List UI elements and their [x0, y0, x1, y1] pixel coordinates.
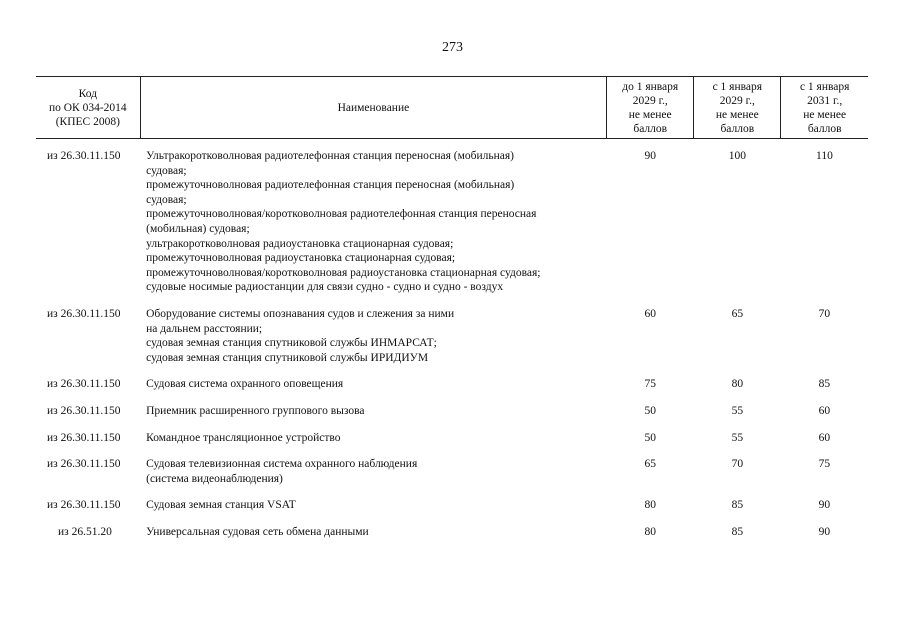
page-number: 273: [442, 40, 463, 55]
row-code: из 26.30.11.150: [47, 307, 121, 320]
row-name-line: Судовая система охранного оповещения: [146, 378, 344, 391]
row-value-col1: 65: [644, 458, 656, 471]
row-name-line: судовая;: [146, 164, 187, 177]
header-code-line: (КПЕС 2008): [55, 116, 120, 128]
row-name-line: промежуточноволновая/коротковолновая радиотелефонная станция переносная: [146, 208, 537, 221]
row-code: из 26.51.20: [58, 525, 112, 538]
header-col1-line: до 1 января: [622, 81, 679, 93]
row-value-col2: 85: [731, 525, 744, 538]
row-name-line: Судовая телевизионная система охранного наблюдения: [146, 458, 418, 471]
header-col3: [781, 77, 868, 139]
row-value-col3: 90: [818, 525, 831, 538]
row-code: из 26.30.11.150: [47, 431, 121, 444]
header-code-line: Код: [78, 88, 97, 100]
row-name: [140, 419, 607, 446]
row-name-line: Приемник расширенного группового вызова: [146, 404, 365, 417]
table-row: [36, 445, 868, 486]
table-header: [36, 77, 868, 139]
row-name-line: ультракоротковолновая радиоустановка стационарная судовая;: [146, 237, 454, 250]
header-col3-line: 2031 г.,: [807, 95, 843, 107]
row-name: [140, 295, 607, 365]
row-name-line: Судовая земная станция VSAT: [146, 499, 296, 512]
row-code: из 26.30.11.150: [47, 378, 121, 391]
row-value-col3: 70: [818, 307, 831, 320]
row-value-col3: 60: [818, 404, 831, 417]
table-body: [36, 139, 868, 540]
row-value-col2: 65: [731, 307, 744, 320]
row-name: [140, 486, 607, 513]
row-value-col1: 50: [644, 431, 656, 444]
table-row: [36, 365, 868, 392]
row-name: [140, 149, 607, 295]
row-name: [140, 513, 607, 540]
row-value-col3: 75: [818, 458, 831, 471]
header-col1-line: 2029 г.,: [632, 95, 668, 107]
row-name-line: (система видеонаблюдения): [146, 472, 283, 485]
row-value-col2: 55: [731, 431, 744, 444]
row-value-col2: 85: [731, 499, 744, 512]
row-value-col3: 90: [818, 499, 831, 512]
row-name: [140, 392, 607, 419]
row-name: [140, 365, 607, 392]
table-row: [36, 419, 868, 446]
header-col2: [694, 77, 781, 139]
row-name-line: судовая земная станция спутниковой службы ИНМАРСАТ;: [146, 337, 437, 350]
row-name-line: Оборудование системы опознавания судов и слежения за ними: [146, 307, 455, 320]
header-col1: [607, 77, 694, 139]
header-col3-line: с 1 января: [799, 81, 850, 93]
header-col2-line: не менее: [715, 109, 759, 121]
row-value-col1: 80: [644, 499, 656, 512]
table-row: [36, 392, 868, 419]
table-spacer: [36, 139, 868, 150]
row-value-col2: 80: [731, 378, 744, 391]
header-col2-line: с 1 января: [712, 81, 763, 93]
header-col3-line: не менее: [803, 109, 847, 121]
row-name-line: промежуточноволновая/коротковолновая радиоустановка стационарная судовая;: [146, 266, 541, 279]
row-name-line: судовая земная станция спутниковой службы ИРИДИУМ: [146, 351, 429, 364]
table-row: [36, 295, 868, 365]
row-code: из 26.30.11.150: [47, 458, 121, 471]
row-name-line: Ультракоротковолновая радиотелефонная станция переносная (мобильная): [146, 150, 514, 162]
row-value-col3: 60: [818, 431, 831, 444]
row-name-line: судовая;: [146, 193, 187, 206]
row-value-col1: 75: [644, 378, 656, 391]
row-name-line: судовые носимые радиостанции для связи судно - судно и судно - воздух: [146, 281, 504, 294]
row-name: [140, 445, 607, 486]
requirements-table: [36, 76, 868, 539]
row-value-col1: 90: [644, 150, 656, 162]
header-code: [36, 77, 140, 139]
header-col2-line: 2029 г.,: [719, 95, 755, 107]
row-name-line: на дальнем расстоянии;: [146, 322, 263, 335]
row-value-col3: 110: [816, 150, 833, 162]
row-code: из 26.30.11.150: [47, 404, 121, 417]
row-value-col2: 55: [731, 404, 744, 417]
header-col1-line: не менее: [628, 109, 672, 121]
row-code: из 26.30.11.150: [47, 150, 121, 162]
row-value-col2: 100: [728, 150, 746, 162]
row-value-col3: 85: [818, 378, 831, 391]
row-value-col1: 60: [644, 307, 656, 320]
row-name-line: промежуточноволновая радиоустановка стационарная судовая;: [146, 252, 456, 265]
row-name-line: Командное трансляционное устройство: [146, 431, 341, 444]
table-row: [36, 486, 868, 513]
row-name-line: (мобильная) судовая;: [146, 222, 250, 235]
row-value-col1: 80: [644, 525, 656, 538]
row-code: из 26.30.11.150: [47, 499, 121, 512]
row-value-col1: 50: [644, 404, 656, 417]
header-code-line: по ОК 034-2014: [48, 102, 127, 114]
header-col1-line: баллов: [633, 123, 668, 135]
table-row: [36, 513, 868, 540]
header-name: Наименование: [140, 77, 607, 139]
row-name-line: Универсальная судовая сеть обмена данными: [146, 525, 369, 538]
table-row: [36, 149, 868, 295]
row-value-col2: 70: [731, 458, 744, 471]
header-col2-line: баллов: [720, 123, 755, 135]
header-col3-line: баллов: [807, 123, 842, 135]
row-name-line: промежуточноволновая радиотелефонная станция переносная (мобильная): [146, 179, 515, 192]
